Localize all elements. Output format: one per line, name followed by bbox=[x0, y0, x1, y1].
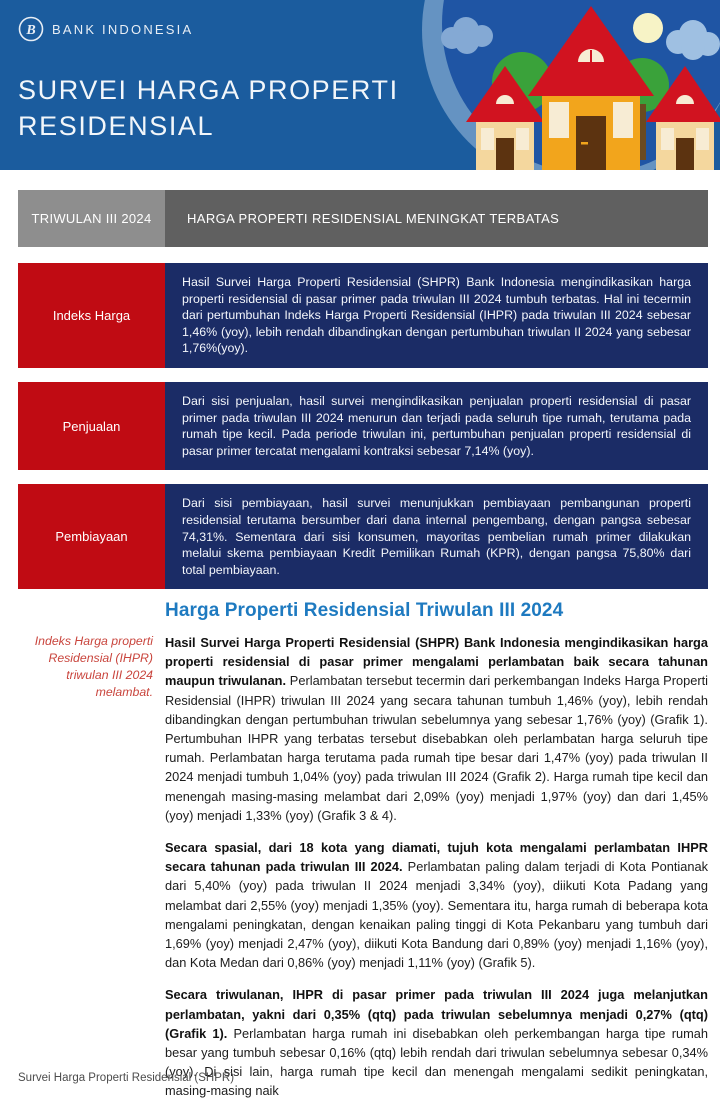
houses-illustration bbox=[410, 0, 720, 170]
paragraph-1-lead: Hasil Survei Harga Properti Residensial (SHPR) Bank Indonesia mengindikasikan harga properti residensial di pasar primer mengalami perlambatan baik secara tahunan maupun triwulanan. bbox=[165, 635, 708, 689]
summary-row-penjualan bbox=[18, 382, 708, 470]
paragraph-3 bbox=[165, 985, 708, 1100]
summary-text: Dari sisi penjualan, hasil survei mengindikasikan penjualan properti residensial di pasar primer pada triwulan III 2024 menurun dan terjadi pada seluruh tipe rumah, terutama pada rumah tipe kecil. Pada periode triwulan ini, pertumbuhan penjualan properti residensial di pasar primer tercatat mengalami kontraksi sebesar 7,14% (yoy). bbox=[165, 382, 708, 470]
paragraph-2-lead: Secara spasial, dari 18 kota yang diamati, tujuh kota mengalami perlambatan IHPR secara tahunan pada triwulan III 2024. bbox=[165, 840, 708, 875]
headline-banner bbox=[18, 190, 708, 247]
report-title-line2: RESIDENSIAL bbox=[18, 111, 215, 141]
main-content bbox=[18, 600, 708, 1114]
bank-name-label: BANK INDONESIA bbox=[52, 21, 194, 37]
summary-section bbox=[18, 263, 708, 603]
paragraph-3-body: Perlambatan harga rumah ini disebabkan oleh perkembangan harga tipe rumah besar yang tumbuh sebesar 0,16% (qtq) lebih rendah dari triwulan sebelumnya sebesar 0,34% (yoy). Di sisi lain, harga rumah tipe kecil dan menengah mengalami sedikit peningkatan, masing-masing naik bbox=[165, 1025, 708, 1099]
margin-column bbox=[18, 600, 165, 1114]
summary-text: Hasil Survei Harga Properti Residensial (SHPR) Bank Indonesia mengindikasikan harga properti residensial di pasar primer pada triwulan III 2024 tumbuh terbatas. Hal ini tecermin dari pertumbuhan Indeks Harga Properti Residensial (IHPR) pada triwulan III 2024 sebesar 1,46% (yoy), lebih rendah dibandingkan dengan pertumbuhan triwulan II 2024 yang sebesar 1,76%(yoy). bbox=[165, 263, 708, 368]
summary-label: Indeks Harga bbox=[18, 263, 165, 368]
section-heading: Harga Properti Residensial Triwulan III 2024 bbox=[165, 600, 564, 621]
summary-row-pembiayaan bbox=[18, 484, 708, 589]
period-badge: TRIWULAN III 2024 bbox=[18, 190, 165, 247]
summary-text: Dari sisi pembiayaan, hasil survei menunjukkan pembiayaan pembangunan properti residensial terutama bersumber dari dana internal pengembang, dengan pangsa sebesar 74,31%. Sementara dari sisi konsumen, mayoritas pembelian rumah primer dilakukan melalui skema pembiayaan Kredit Pemilikan Rumah (KPR), dengan pangsa 75,80% dari total pembiayaan. bbox=[165, 484, 708, 589]
page-header bbox=[0, 0, 720, 170]
report-title bbox=[18, 72, 399, 144]
bank-indonesia-logo bbox=[18, 16, 193, 42]
paragraph-3-lead: Secara triwulanan, IHPR di pasar primer pada triwulan III 2024 juga melanjutkan perlambatan, yakni dari 0,35% (qtq) pada triwulan sebelumnya menjadi 0,27% (qtq) (Grafik 1). bbox=[165, 987, 708, 1041]
summary-label: Pembiayaan bbox=[18, 484, 165, 589]
paragraph-2-body: Perlambatan paling dalam terjadi di Kota Pontianak dari 5,40% (yoy) pada triwulan II 2024 menjadi 3,34% (yoy), diikuti Kota Padang yang melambat dari 2,55% (yoy) menjadi 1,35% (yoy). Sementara itu, harga rumah di beberapa kota mengalami peningkatan, dengan kenaikan paling tinggi di Kota Pekanbaru yang tumbuh dari 1,69% (yoy) menjadi 2,47% (yoy), diikuti Kota Bandung dari 0,89% (yoy) menjadi 1,16% (yoy), dan Kota Medan dari 0,86% (yoy) menjadi 1,11% (yoy) (Grafik 5). bbox=[165, 859, 708, 971]
paragraph-2 bbox=[165, 838, 708, 972]
svg-text:B: B bbox=[26, 23, 36, 38]
footer-note: Survei Harga Properti Residensial (SHPR) bbox=[18, 1072, 235, 1084]
summary-row-indeks-harga bbox=[18, 263, 708, 368]
article-column bbox=[165, 600, 708, 1114]
bank-indonesia-logo-icon bbox=[18, 16, 44, 42]
margin-note: Indeks Harga properti Residensial (IHPR) triwulan III 2024 melambat. bbox=[34, 634, 153, 699]
paragraph-1 bbox=[165, 633, 708, 825]
report-title-line1: SURVEI HARGA PROPERTI bbox=[18, 75, 399, 105]
headline-text: HARGA PROPERTI RESIDENSIAL MENINGKAT TERBATAS bbox=[165, 190, 708, 247]
moon-icon bbox=[633, 13, 663, 43]
summary-label: Penjualan bbox=[18, 382, 165, 470]
paragraph-1-body: Perlambatan tersebut tecermin dari perkembangan Indeks Harga Properti Residensial (IHPR) triwulan III 2024 yang secara tahunan tumbuh 1,46% (yoy), lebih rendah dibandingkan dengan pertumbuhan triwulan sebelumnya yang sebesar 1,76% (yoy) (Grafik 1). Pertumbuhan IHPR yang terbatas tersebut disebabkan oleh perlambatan harga seluruh tipe rumah. Perlambatan harga terutama pada rumah tipe besar dari 1,47% (yoy) pada triwulan II 2024 menjadi tumbuh 1,04% (yoy) pada triwulan III 2024 (Grafik 2). Harga rumah tipe kecil dan menengah masing-masing melambat dari 2,09% (yoy) menjadi 1,97% (yoy) dan dari 1,45% (yoy) menjadi 1,33% (yoy) (Grafik 3 & 4). bbox=[165, 673, 708, 823]
